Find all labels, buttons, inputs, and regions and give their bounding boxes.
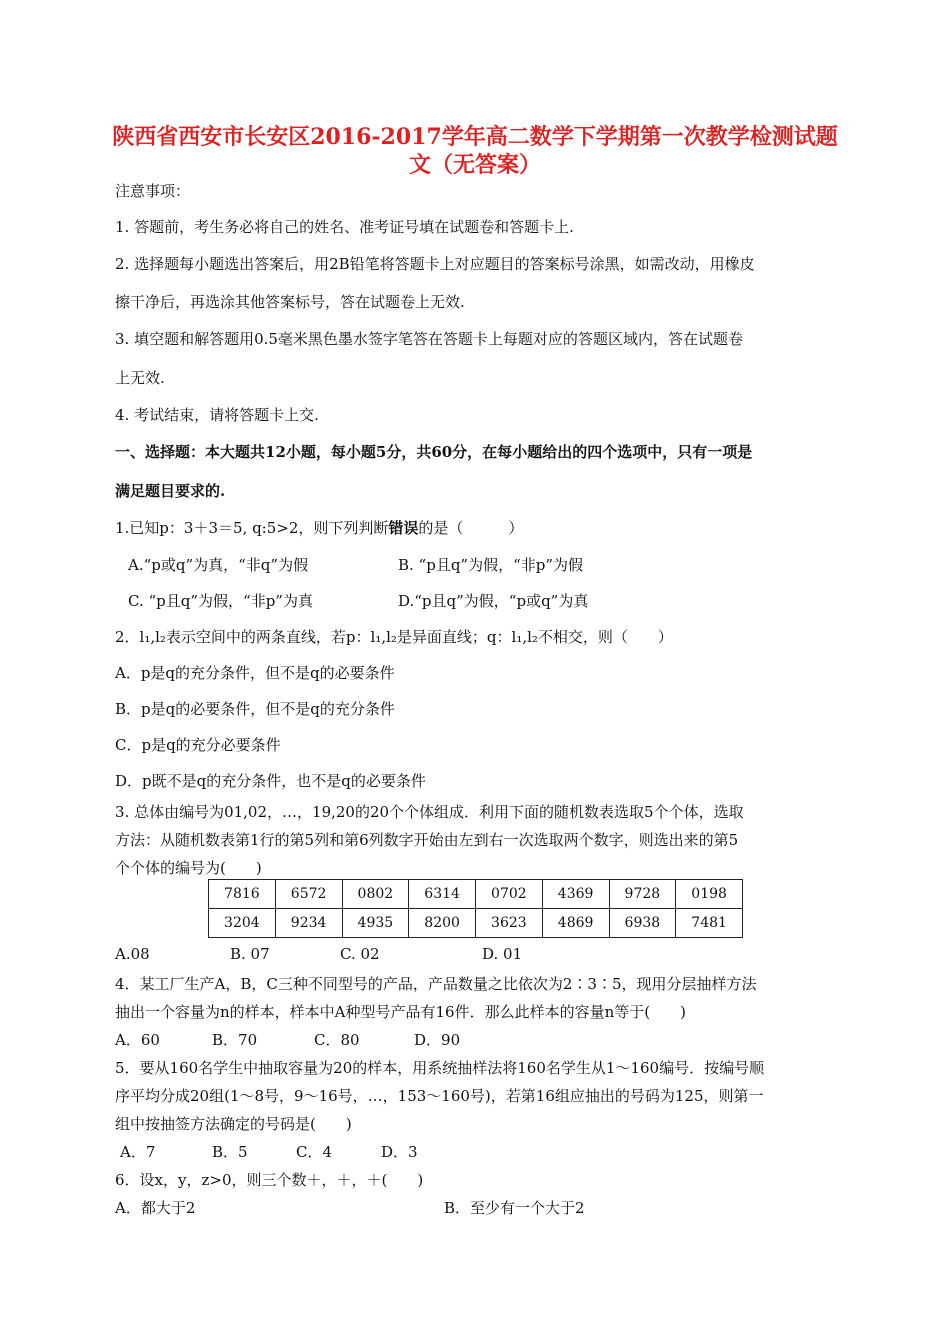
random-number-table (208, 879, 743, 938)
question-5-option-a: A．7 (120, 1143, 156, 1161)
table-cell: 7481 (676, 909, 743, 938)
table-cell: 4935 (342, 909, 409, 938)
table-cell: 4369 (542, 880, 609, 909)
table-cell: 6938 (609, 909, 676, 938)
table-cell: 9728 (609, 880, 676, 909)
question-5-option-c: C．4 (296, 1143, 333, 1161)
question-4-option-d: D．90 (414, 1031, 461, 1049)
question-5-option-d: D．3 (381, 1143, 418, 1161)
question-5-stem-3: 组中按抽签方法确定的号码是( ) (115, 1115, 352, 1133)
question-4-option-a: A．60 (115, 1031, 160, 1049)
question-3-stem-1: 3. 总体由编号为01,02，…，19,20的20个个体组成．利用下面的随机数表选取5个个体，选取 (115, 803, 744, 821)
table-cell: 8200 (409, 909, 476, 938)
table-cell: 0198 (676, 880, 743, 909)
question-2-option-a: A．p是q的充分条件，但不是q的必要条件 (115, 664, 395, 682)
question-4-stem-2: 抽出一个容量为n的样本，样本中A种型号产品有16件．那么此样本的容量n等于( ) (115, 1003, 686, 1021)
table-cell: 6314 (409, 880, 476, 909)
notice-item-3a: 3. 填空题和解答题用0.5毫米黑色墨水签字笔答在答题卡上每题对应的答题区域内，答在试题卷 (115, 330, 743, 348)
notice-heading: 注意事项： (115, 182, 191, 200)
table-cell: 9234 (275, 909, 342, 938)
question-4-option-c: C．80 (314, 1031, 360, 1049)
question-2-option-d: D．p既不是q的充分条件，也不是q的必要条件 (115, 772, 426, 790)
section-heading-b: 满足题目要求的. (115, 482, 226, 500)
question-6-option-a: A．都大于2 (115, 1199, 196, 1217)
question-4-stem-1: 4．某工厂生产A，B，C三种不同型号的产品，产品数量之比依次为2∶3∶5，现用分层抽样方法 (115, 975, 757, 993)
question-2-stem: 2．l₁,l₂表示空间中的两条直线，若p：l₁,l₂是异面直线；q：l₁,l₂不相交，则（ ） (115, 628, 673, 646)
table-cell: 0702 (476, 880, 543, 909)
notice-item-4: 4. 考试结束，请将答题卡上交. (115, 406, 319, 424)
question-5-option-b: B．5 (212, 1143, 248, 1161)
table-cell: 0802 (342, 880, 409, 909)
document-title-line2: 文（无答案） (408, 152, 541, 178)
question-1-stem (115, 517, 523, 538)
table-row (209, 909, 743, 938)
question-2-option-b: B．p是q的必要条件，但不是q的充分条件 (115, 700, 395, 718)
question-1-option-a: A.“p或q”为真，“非q”为假 (128, 556, 309, 574)
question-1-option-c: C. “p且q”为假，“非p”为真 (128, 592, 313, 610)
table-cell: 3204 (209, 909, 276, 938)
question-5-stem-1: 5．要从160名学生中抽取容量为20的样本，用系统抽样法将160名学生从1～160编号．按编号顺 (115, 1059, 765, 1077)
table-cell: 4869 (542, 909, 609, 938)
document-title-line1: 陕西省西安市长安区2016-2017学年高二数学下学期第一次教学检测试题 (112, 124, 838, 150)
question-3-option-a: A.08 (115, 945, 150, 963)
question-1-option-d: D.“p且q”为假，“p或q”为真 (398, 592, 589, 610)
question-1-stem-emphasis: 错误 (388, 519, 419, 537)
question-1-stem-post: 的是（ ） (418, 519, 524, 537)
table-cell: 7816 (209, 880, 276, 909)
notice-item-3b: 上无效. (115, 369, 165, 387)
question-3-option-d: D. 01 (482, 945, 523, 963)
question-5-stem-2: 序平均分成20组(1～8号，9～16号，…，153～160号)，若第16组应抽出的号码为125，则第一 (115, 1087, 764, 1105)
question-3-option-c: C. 02 (340, 945, 380, 963)
question-6-option-b: B．至少有一个大于2 (444, 1199, 585, 1217)
table-cell: 3623 (476, 909, 543, 938)
notice-item-1: 1. 答题前，考生务必将自己的姓名、准考证号填在试题卷和答题卡上. (115, 218, 574, 236)
question-6-stem: 6．设x，y，z>0，则三个数＋，＋，＋( ) (115, 1171, 424, 1189)
question-3-stem-2: 方法：从随机数表第1行的第5列和第6列数字开始由左到右一次选取两个数字，则选出来的第5 (115, 831, 739, 849)
notice-item-2b: 擦干净后，再选涂其他答案标号，答在试题卷上无效. (115, 293, 465, 311)
table-row (209, 880, 743, 909)
notice-item-2a: 2. 选择题每小题选出答案后，用2B铅笔将答题卡上对应题目的答案标号涂黑，如需改动，用橡皮 (115, 255, 755, 273)
question-1-option-b: B. “p且q”为假，“非p”为假 (398, 556, 584, 574)
question-3-option-b: B. 07 (230, 945, 270, 963)
question-2-option-c: C．p是q的充分必要条件 (115, 736, 281, 754)
section-heading-a: 一、选择题：本大题共12小题，每小题5分，共60分，在每小题给出的四个选项中，只有一项是 (115, 443, 753, 461)
question-4-option-b: B．70 (212, 1031, 258, 1049)
question-1-stem-pre: 1.已知p：3＋3＝5, q:5>2，则下列判断 (115, 519, 389, 537)
question-3-stem-3: 个个体的编号为( ) (115, 859, 262, 877)
table-cell: 6572 (275, 880, 342, 909)
